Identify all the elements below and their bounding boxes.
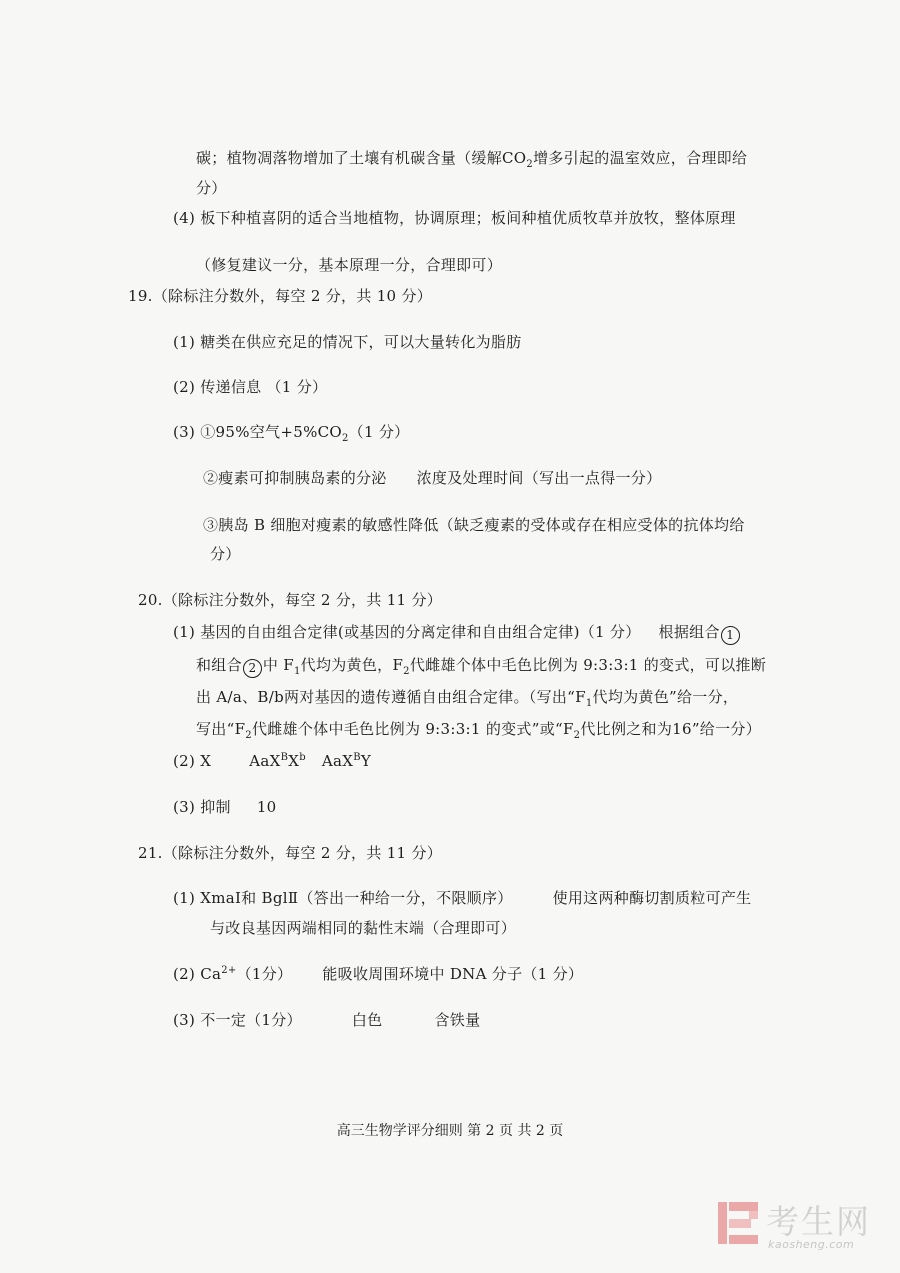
answer-line: ②瘦素可抑制胰岛素的分泌 浓度及处理时间（写出一点得一分） (203, 469, 662, 487)
answer-line: (4) 板下种植喜阴的适合当地植物，协调原理；板间种植优质牧草并放牧，整体原理 (173, 209, 736, 227)
circled-number-2: 2 (243, 659, 262, 678)
question-heading-19: 19.（除标注分数外，每空 2 分，共 10 分） (128, 287, 433, 305)
answer-line: 出 A/a、B/b两对基因的遗传遵循自由组合定律。（写出“$F_1$代均为黄色”给一分， (196, 688, 739, 709)
answer-line: 碳；植物凋落物增加了土壤有机碳含量（缓解$CO_2$增多引起的温室效应，合理即给 (196, 149, 748, 170)
answer-line: ③胰岛 B 细胞对瘦素的敏感性降低（缺乏瘦素的受体或存在相应受体的抗体均给 (203, 516, 745, 534)
answer-line: (3) 抑制 10 (173, 798, 277, 816)
logo-url: kaosheng.com (768, 1238, 855, 1251)
answer-line: 分） (196, 179, 227, 197)
circled-number-1: 1 (721, 626, 740, 645)
answer-line: （修复建议一分，基本原理一分，合理即可） (196, 256, 503, 274)
answer-line: 和组合 2 中 $F_1$代均为黄色，$F_2$代雌雄个体中毛色比例为 9:3:3:1 的变式，可以推断 (196, 656, 767, 677)
answer-line: (1) 基因的自由组合定律(或基因的分离定律和自由组合定律)（1 分） 根据组合 1 (173, 622, 741, 645)
answer-line: (1) 糖类在供应充足的情况下，可以大量转化为脂肪 (173, 333, 522, 351)
answer-line: (1) XmaⅠ和 BglⅡ（答出一种给一分，不限顺序） 使用这两种酶切割质粒可产生 (173, 889, 752, 907)
answer-line: (2) 传递信息 （1 分） (173, 378, 328, 396)
question-heading-21: 21.（除标注分数外，每空 2 分，共 11 分） (138, 844, 443, 862)
answer-line: (2) X $AaX^BX^b$ AaX$^B$Y (173, 752, 372, 770)
answer-line: 与改良基因两端相同的黏性末端（合理即可） (210, 919, 517, 937)
logo-mark-icon (716, 1200, 760, 1246)
answer-line: (3) 不一定（1分） 白色 含铁量 (173, 1011, 481, 1029)
answer-line: (2) $Ca^{2+}(1$分） 能吸收周围环境中 DNA 分子（1 分） (173, 965, 584, 983)
site-logo (716, 1196, 886, 1256)
page-footer: 高三生物学评分细则 第 2 页 共 2 页 (336, 1123, 564, 1139)
logo-text: 考生网 (766, 1202, 871, 1241)
answer-line: 写出“$F_2$代雌雄个体中毛色比例为 9:3:3:1 的变式”或“$F_2$代比例之和为16”给一分） (196, 720, 762, 741)
question-heading-20: 20.（除标注分数外，每空 2 分，共 11 分） (138, 591, 443, 609)
answer-line: (3) ①95%空气$+5\%CO_2(1$ 分） (173, 423, 410, 444)
answer-line: 分） (210, 545, 241, 563)
